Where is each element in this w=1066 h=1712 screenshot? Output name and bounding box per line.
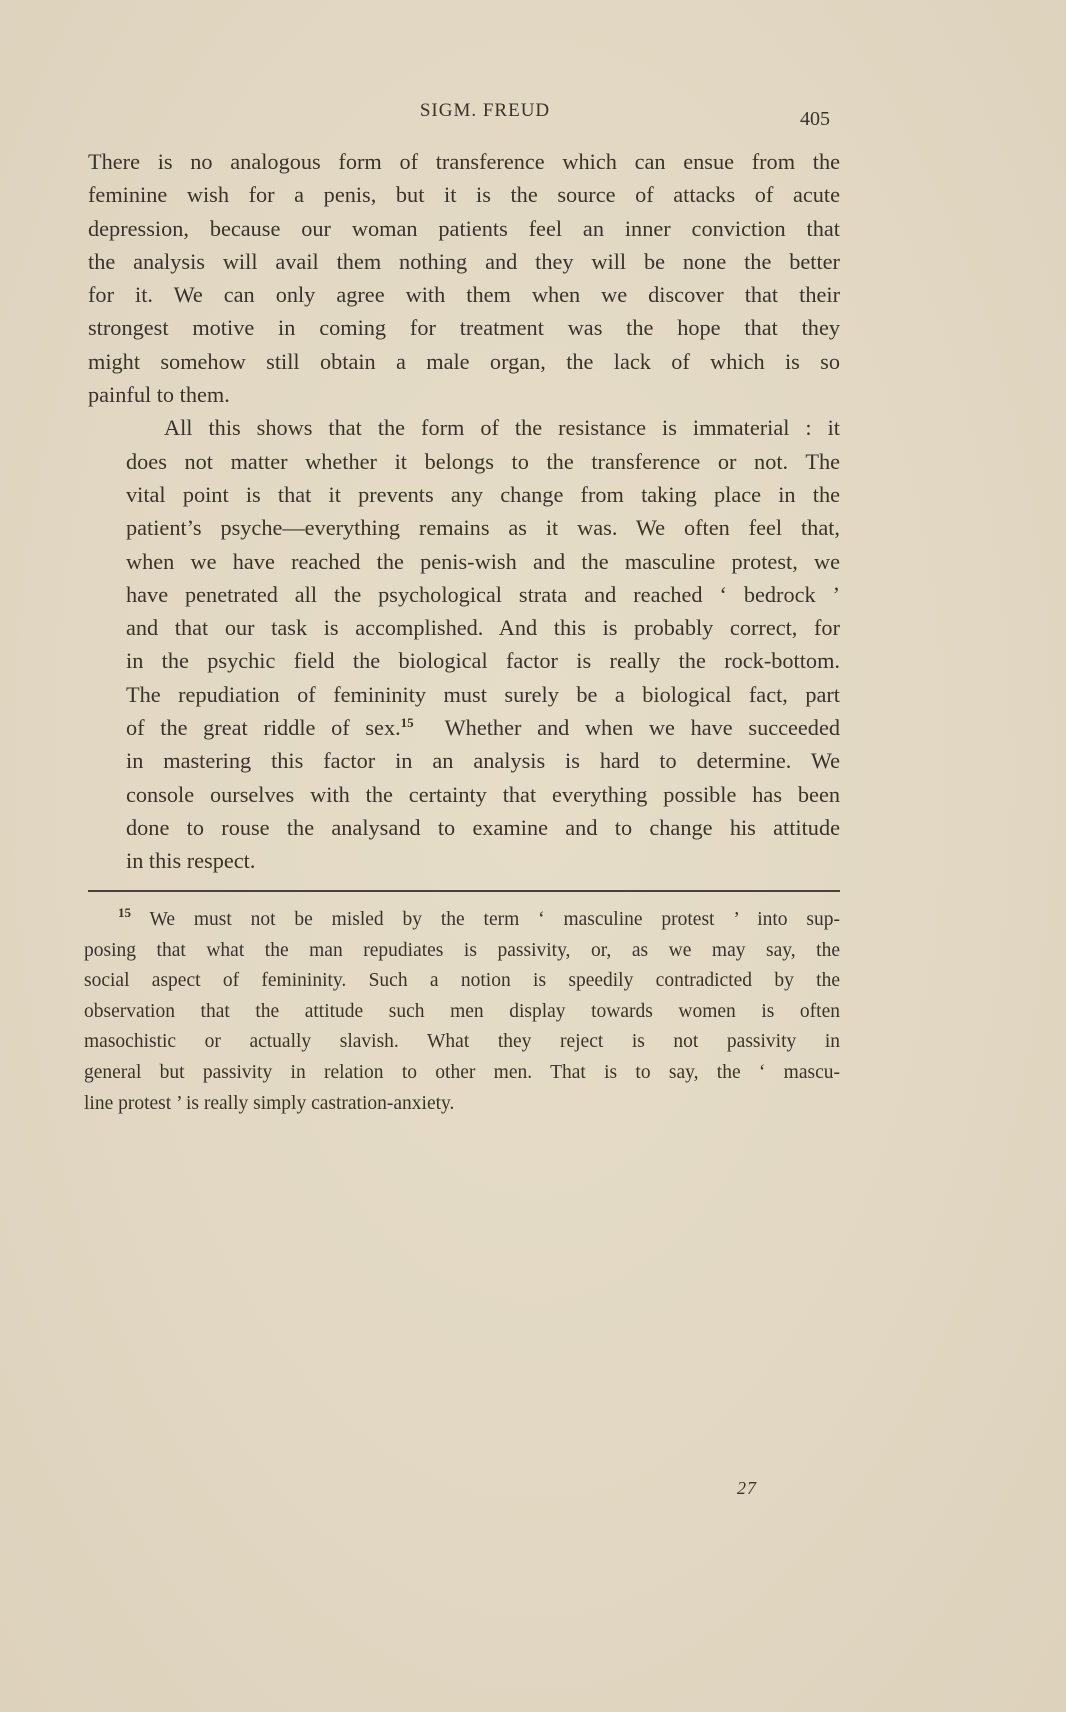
text-line: have penetrated all the psychological strata and reached ‘ bedrock ’	[126, 581, 840, 607]
text-line: in mastering this factor in an analysis is hard to determine. We	[126, 748, 840, 774]
footnote-line: general but passivity in relation to other men. That is to say, the ‘ mascu-	[84, 1061, 840, 1083]
text-line: vital point is that it prevents any change from taking place in the	[126, 481, 840, 507]
footnote-line: masochistic or actually slavish. What they reject is not passivity in	[84, 1031, 840, 1053]
text-line: strongest motive in coming for treatment was the hope that they	[88, 315, 840, 341]
text-line: painful to them.	[88, 382, 230, 408]
text-line: depression, because our woman patients feel an inner conviction that	[88, 215, 840, 241]
body-text	[88, 145, 840, 878]
text-line: might somehow still obtain a male organ, the lack of which is so	[88, 348, 840, 374]
text-line: console ourselves with the certainty that everything possible has been	[126, 781, 840, 807]
footnote-marker: 15	[118, 905, 131, 920]
text-line: patient’s psyche—everything remains as it was. We often feel that,	[126, 515, 840, 541]
footnotes	[84, 905, 840, 1119]
footnote-line	[84, 905, 840, 936]
text-line: in the psychic field the biological factor is really the rock-bottom.	[126, 648, 840, 674]
running-head	[0, 100, 1066, 122]
text-line: There is no analogous form of transference which can ensue from the	[88, 149, 840, 174]
text-line: All this shows that the form of the resistance is immaterial : it	[164, 415, 840, 441]
paragraph-1	[88, 145, 840, 411]
text-line: The repudiation of femininity must surely be a biological fact, part	[126, 681, 840, 707]
text-line: in this respect.	[126, 848, 256, 874]
running-title: SIGM. FREUD	[419, 100, 551, 121]
footnote-line: posing that what the man repudiates is passivity, or, as we may say, the	[84, 939, 840, 961]
footnote-line: social aspect of femininity. Such a notion is speedily contradicted by the	[84, 970, 840, 992]
text-line: does not matter whether it belongs to the transference or not. The	[126, 448, 840, 474]
text-line: when we have reached the penis-wish and the masculine protest, we	[126, 548, 840, 574]
text-line: and that our task is accomplished. And this is probably correct, for	[126, 615, 840, 641]
text-fragment: We must not be misled by the term ‘ masculine protest ’ into sup-	[131, 909, 840, 930]
footnote-reference[interactable]: 15	[400, 715, 414, 731]
text-line: feminine wish for a penis, but it is the source of attacks of acute	[88, 182, 840, 208]
footnote-line: line protest ’ is really simply castration-anxiety.	[84, 1092, 455, 1114]
text-line: done to rouse the analysand to examine and to change his attitude	[126, 814, 840, 840]
signature-mark: 27	[737, 1478, 757, 1498]
paragraph-2	[88, 411, 840, 877]
text-line: the analysis will avail them nothing and they will be none the better	[88, 248, 840, 274]
page-number: 405	[800, 108, 830, 130]
footnote-separator-rule	[88, 890, 840, 892]
text-line-with-footnote	[88, 711, 840, 744]
text-line: for it. We can only agree with them when we discover that their	[88, 282, 840, 308]
footnote-line: observation that the attitude such men display towards women is often	[84, 1000, 840, 1022]
text-fragment: Whether and when we have succeeded	[413, 715, 840, 741]
text-fragment: of the great riddle of sex.	[126, 715, 401, 741]
